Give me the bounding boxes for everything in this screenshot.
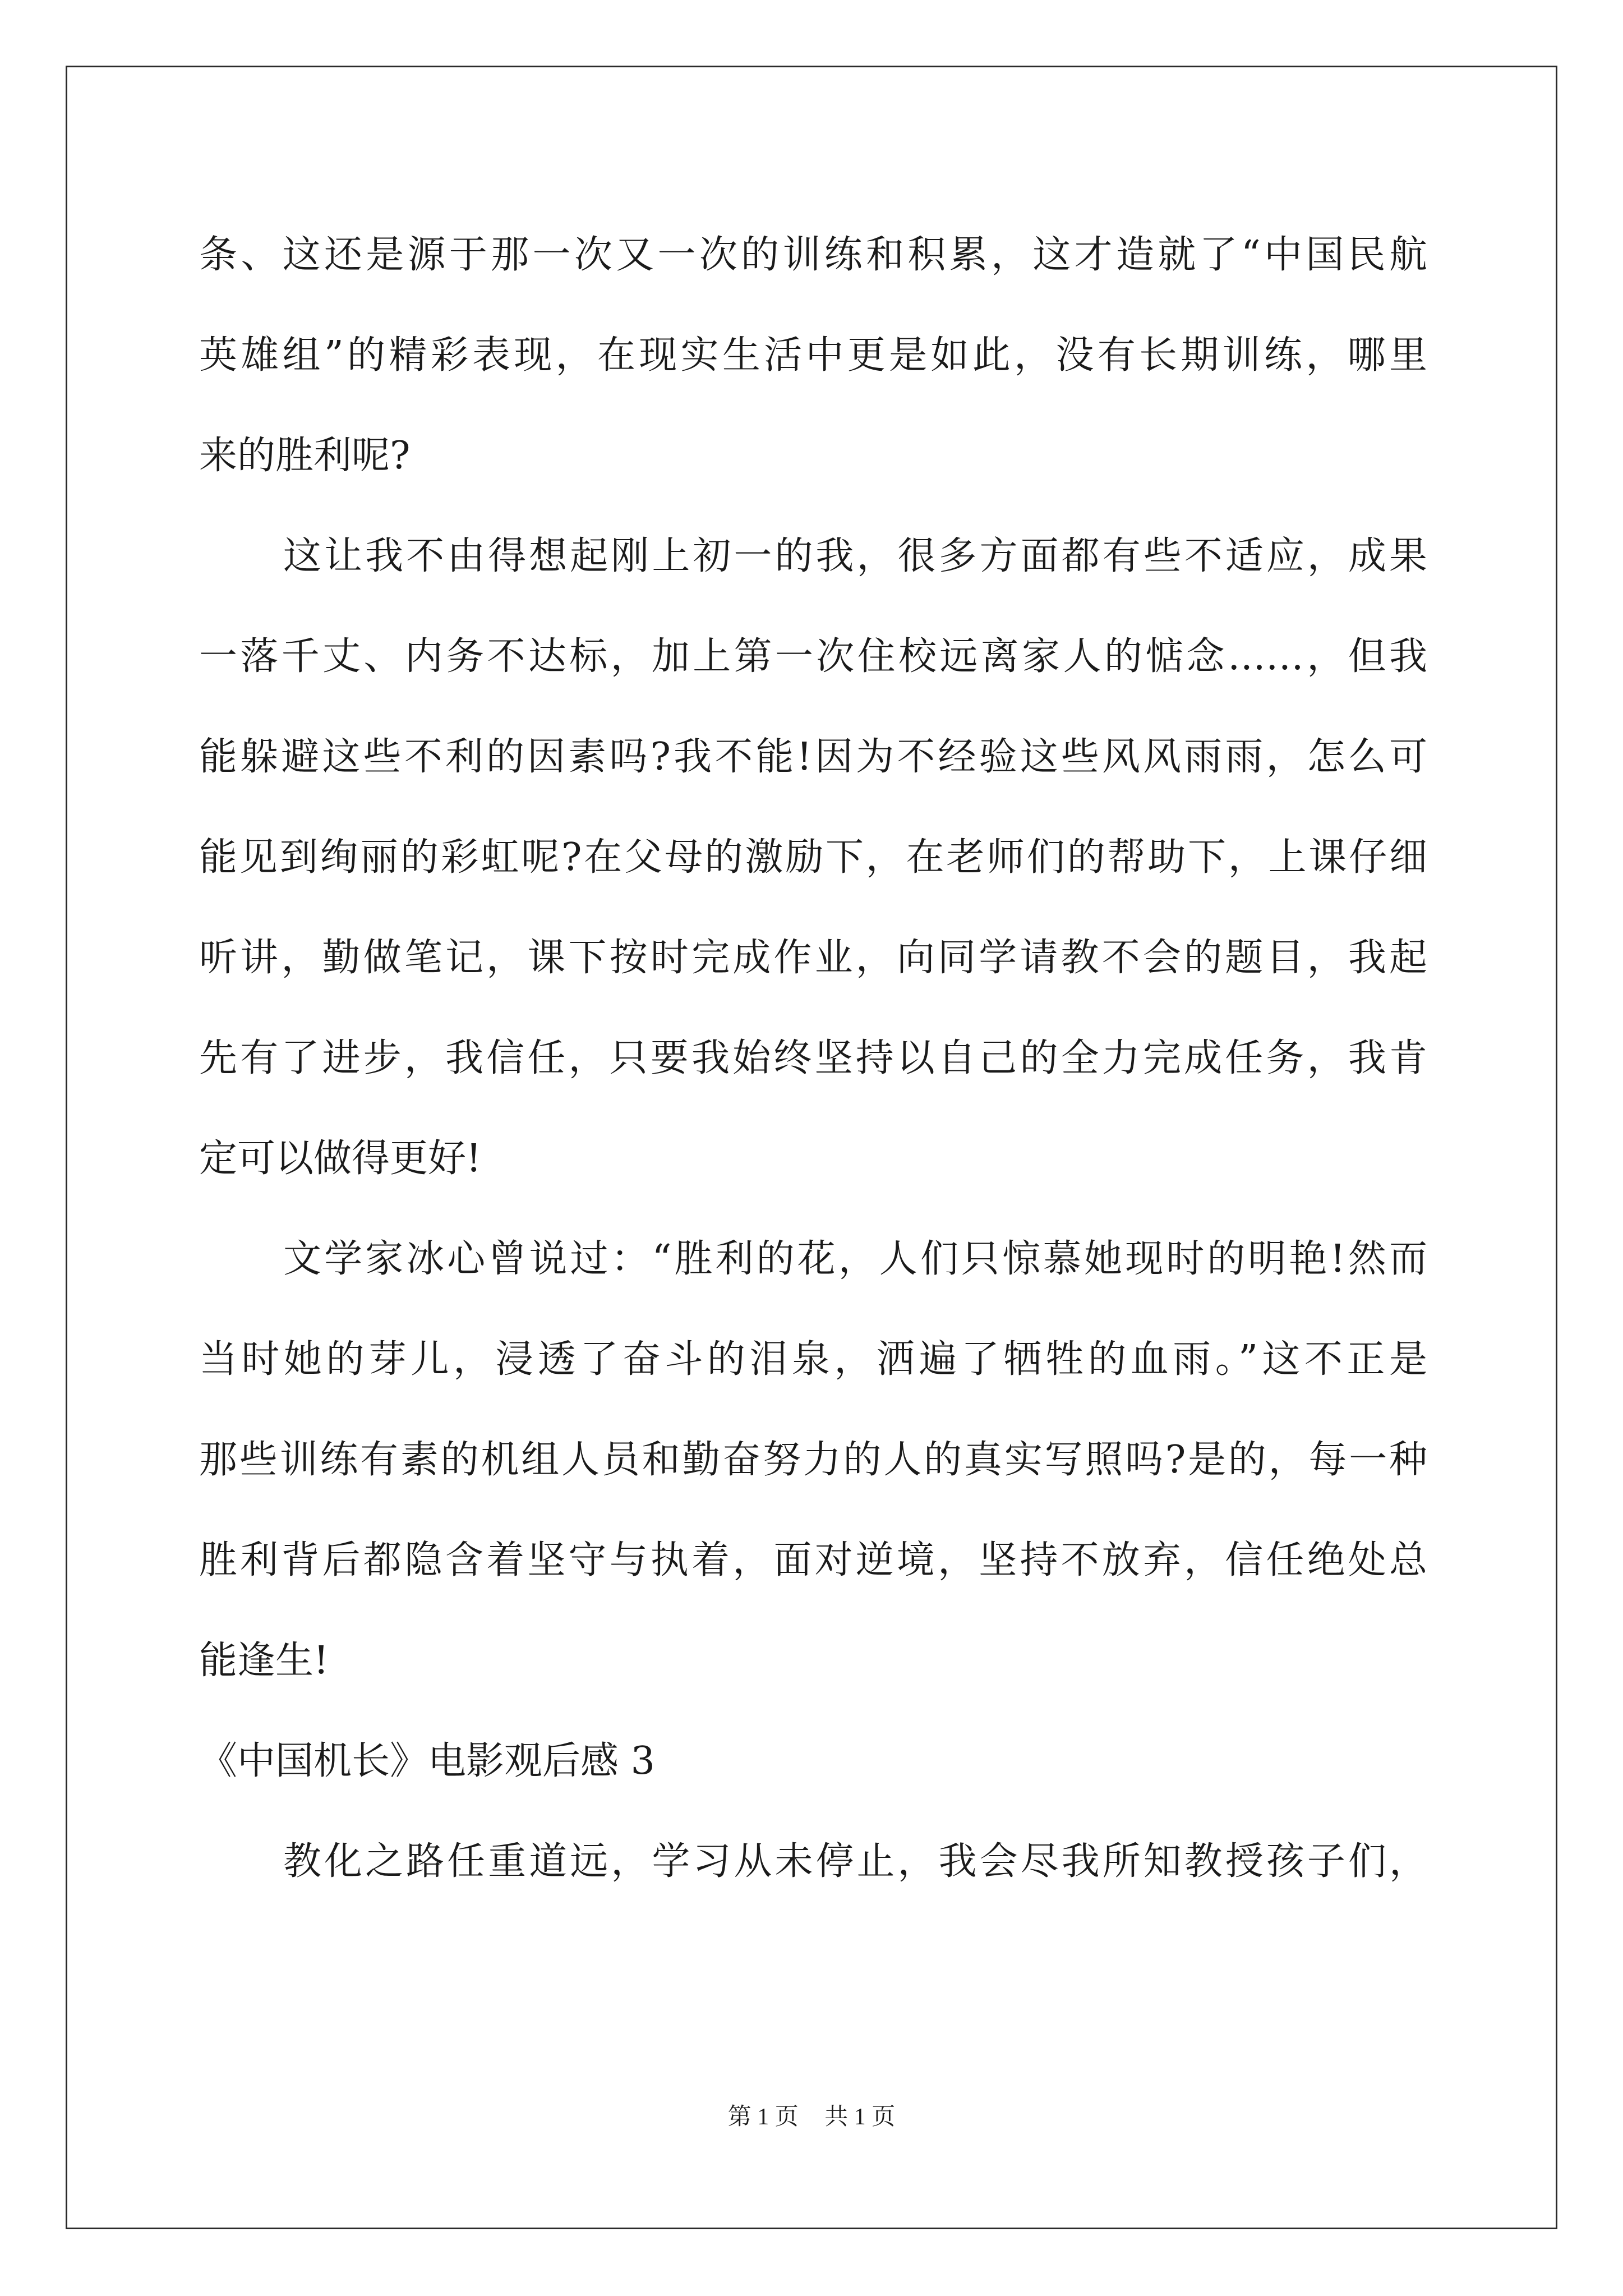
paragraph-line: 这让我不由得想起刚上初一的我，很多方面都有些不适应，成果 <box>283 534 1427 578</box>
page-number: 第 1 页 <box>727 2104 799 2130</box>
paragraph-line: 听讲，勤做笔记，课下按时完成作业，向同学请教不会的题目，我起 <box>199 936 1427 980</box>
paragraph-line: 教化之路任重道远，学习从未停止，我会尽我所知教授孩子们， <box>283 1839 1427 1884</box>
page-total: 共 1 页 <box>824 2104 896 2130</box>
paragraph-line: 当时她的芽儿，浸透了奋斗的泪泉，洒遍了牺牲的血雨。”这不正是 <box>199 1337 1427 1382</box>
paragraph-line: 那些训练有素的机组人员和勤奋努力的人的真实写照吗?是的，每一种 <box>199 1438 1427 1482</box>
paragraph-line: 能躲避这些不利的因素吗?我不能!因为不经验这些风风雨雨，怎么可 <box>199 735 1427 779</box>
paragraph-line: 文学家冰心曾说过：“胜利的花，人们只惊慕她现时的明艳!然而 <box>283 1237 1427 1281</box>
paragraph-line: 英雄组”的精彩表现，在现实生活中更是如此，没有长期训练，哪里 <box>199 333 1427 378</box>
paragraph-line: 先有了进步，我信任，只要我始终坚持以自己的全力完成任务，我肯 <box>199 1036 1427 1080</box>
paragraph-line: 胜利背后都隐含着坚守与执着，面对逆境，坚持不放弃，信任绝处总 <box>199 1538 1427 1582</box>
paragraph-line: 一落千丈、内务不达标，加上第一次住校远离家人的惦念……，但我 <box>199 634 1427 679</box>
page-footer <box>0 2098 1623 2132</box>
paragraph-line: 能见到绚丽的彩虹呢?在父母的激励下，在老师们的帮助下，上课仔细 <box>199 835 1427 880</box>
paragraph-line: 来的胜利呢? <box>199 434 411 478</box>
document-body <box>199 205 1427 1912</box>
paragraph-line: 能逢生! <box>199 1639 329 1683</box>
section-heading: 《中国机长》电影观后感 3 <box>199 1739 655 1783</box>
paragraph-line: 定可以做得更好! <box>199 1137 482 1181</box>
paragraph-line: 条、这还是源于那一次又一次的训练和积累，这才造就了“中国民航 <box>199 233 1427 277</box>
